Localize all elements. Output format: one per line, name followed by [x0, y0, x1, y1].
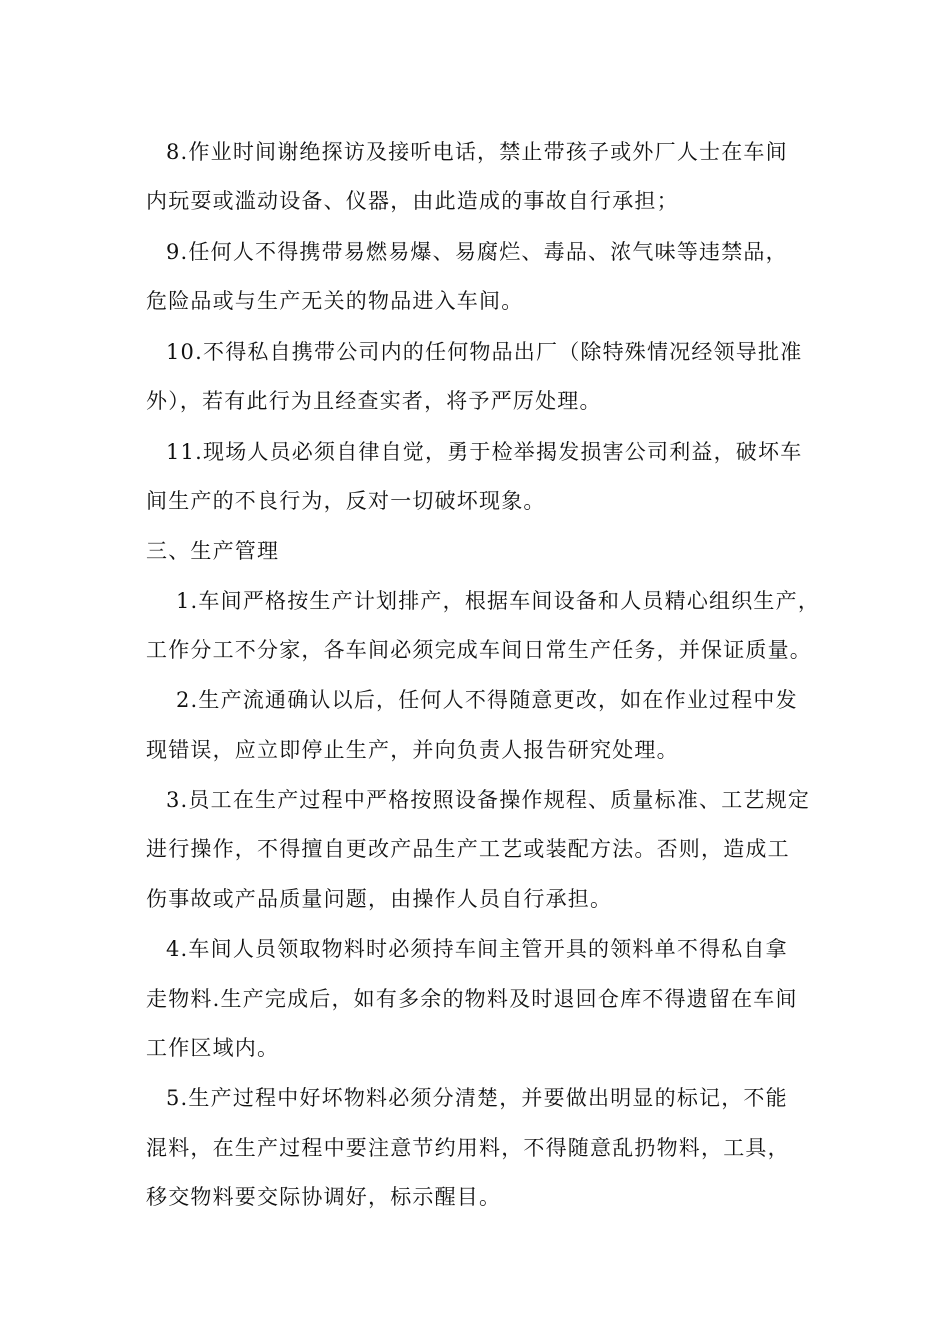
- section-heading-production-management: 三、生产管理: [146, 539, 280, 563]
- item-9-line-1: 9.任何人不得携带易燃易爆、易腐烂、毒品、浓气味等违禁品，: [166, 240, 788, 264]
- item-9-line-2: 危险品或与生产无关的物品进入车间。: [146, 289, 524, 313]
- prod-item-1-line-2: 工作分工不分家，各车间必须完成车间日常生产任务，并保证质量。: [146, 638, 812, 662]
- prod-item-3-line-2: 进行操作，不得擅自更改产品生产工艺或装配方法。否则，造成工: [146, 837, 790, 861]
- item-10-line-1: 10.不得私自携带公司内的任何物品出厂（除特殊情况经领导批准: [166, 340, 803, 364]
- item-8-line-2: 内玩耍或滥动设备、仪器，由此造成的事故自行承担；: [146, 189, 679, 213]
- prod-item-5-line-3: 移交物料要交际协调好，标示醒目。: [146, 1185, 502, 1209]
- item-10-line-2: 外），若有此行为且经查实者，将予严厉处理。: [146, 389, 602, 413]
- prod-item-3-line-1: 3.员工在生产过程中严格按照设备操作规程、质量标准、工艺规定: [166, 788, 811, 812]
- item-8-line-1: 8.作业时间谢绝探访及接听电话，禁止带孩子或外厂人士在车间: [166, 140, 788, 164]
- prod-item-5-line-1: 5.生产过程中好坏物料必须分清楚，并要做出明显的标记，不能: [166, 1086, 788, 1110]
- item-11-line-1: 11.现场人员必须自律自觉，勇于检举揭发损害公司利益，破坏车: [166, 440, 803, 464]
- item-11-line-2: 间生产的不良行为，反对一切破坏现象。: [146, 489, 546, 513]
- prod-item-2-line-1: 2.生产流通确认以后，任何人不得随意更改，如在作业过程中发: [176, 688, 798, 712]
- prod-item-4-line-1: 4.车间人员领取物料时必须持车间主管开具的领料单不得私自拿: [166, 937, 788, 961]
- prod-item-2-line-2: 现错误，应立即停止生产，并向负责人报告研究处理。: [146, 738, 679, 762]
- prod-item-3-line-3: 伤事故或产品质量问题，由操作人员自行承担。: [146, 887, 613, 911]
- prod-item-4-line-2: 走物料.生产完成后，如有多余的物料及时退回仓库不得遗留在车间: [146, 987, 798, 1011]
- prod-item-5-line-2: 混料，在生产过程中要注意节约用料，不得随意乱扔物料，工具，: [146, 1136, 790, 1160]
- prod-item-1-line-1: 1.车间严格按生产计划排产，根据车间设备和人员精心组织生产，: [176, 589, 821, 613]
- prod-item-4-line-3: 工作区域内。: [146, 1036, 280, 1060]
